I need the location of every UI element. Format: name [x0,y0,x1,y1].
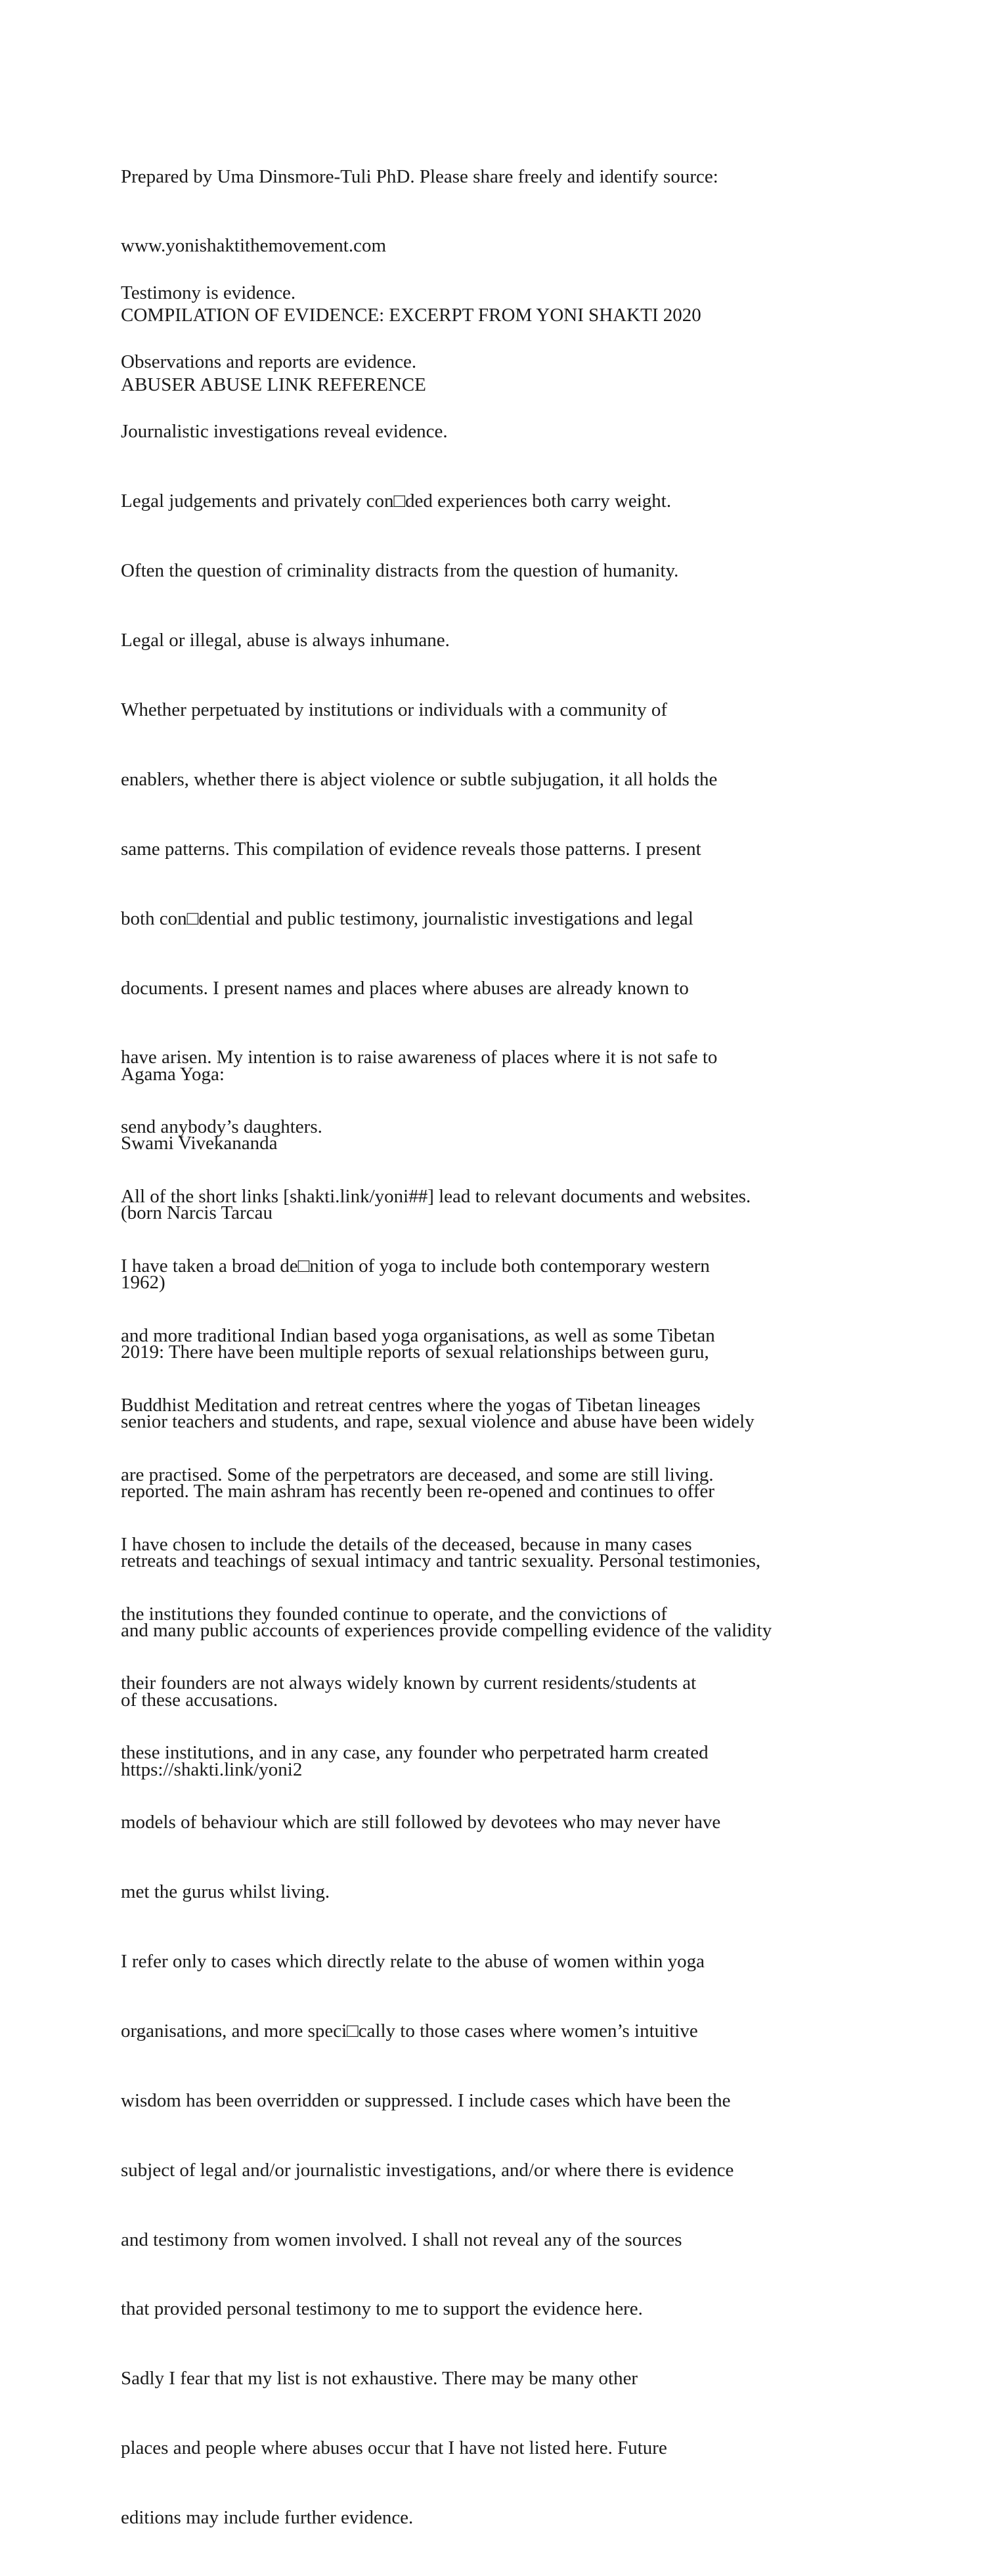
intro-line: Testimony is evidence. [121,282,296,303]
intro-line: Observations and reports are evidence. [121,351,417,373]
intro-line: I refer only to cases which directly relate to the abuse of women within yoga [121,1950,705,1972]
intro-line: Buddhist Meditation and retreat centres where the yogas of Tibetan lineages [121,1394,701,1416]
intro-line: Legal judgements and privately con□ded experiences both carry weight. [121,491,672,512]
intro-line: same patterns. This compilation of evidence reveals those patterns. I present [121,838,701,860]
intro-line: models of behaviour which are still followed by devotees who may never have [121,1812,721,1833]
intro-line: I have chosen to include the details of the deceased, because in many cases [121,1533,692,1555]
header-line: Prepared by Uma Dinsmore-Tuli PhD. Please share freely and identify source: [121,165,718,187]
intro-line: wisdom has been overridden or suppressed. I include cases which have been the [121,2089,731,2111]
intro-line: both con□dential and public testimony, journalistic investigations and legal [121,907,693,929]
entry-description-line: retreats and teachings of sexual intimacy and tantric sexuality. Personal testimonies, [121,1550,761,1571]
intro-line: their founders are not always widely known by current residents/students at [121,1672,697,1694]
intro-line: All of the short links [shakti.link/yoni##] lead to relevant documents and websites. [121,1186,751,1208]
intro-line: that provided personal testimony to me to support the evidence here. [121,2298,643,2320]
intro-line: are practised. Some of the perpetrators are deceased, and some are still living. [121,1464,714,1485]
agama-yoga-entry [121,1016,772,1827]
source-url-link[interactable]: www.yonishaktithemovement.com [121,235,387,257]
intro-line: met the gurus whilst living. [121,1881,330,1903]
document-title: COMPILATION OF EVIDENCE: EXCERPT FROM YONI SHAKTI 2020 [121,305,701,326]
entry-birth-year: 1962) [121,1272,165,1294]
intro-line: I have taken a broad de□nition of yoga to include both contemporary western [121,1255,710,1277]
entry-description-line: senior teachers and students, and rape, sexual violence and abuse have been widely [121,1411,755,1433]
intro-line: these institutions, and in any case, any founder who perpetrated harm created [121,1742,709,1764]
intro-line: send anybody’s daughters. [121,1116,322,1138]
intro-line: the institutions they founded continue to operate, and the convictions of [121,1603,667,1625]
intro-line: places and people where abuses occur that I have not listed here. Future [121,2437,667,2459]
intro-line: organisations, and more speci□cally to those cases where women’s intuitive [121,2020,698,2041]
document-subtitle: ABUSER ABUSE LINK REFERENCE [121,374,426,396]
intro-line: documents. I present names and places where abuses are already known to [121,977,689,999]
intro-line: have arisen. My intention is to raise awareness of places where it is not safe to [121,1047,718,1068]
entry-description-line: reported. The main ashram has recently been re-opened and continues to offer [121,1480,715,1502]
entry-reference-link[interactable]: https://shakti.link/yoni2 [121,1758,303,1780]
entry-description-line: 2019: There have been multiple reports of sexual relationships between guru, [121,1342,709,1363]
entry-person-name: Swami Vivekananda [121,1133,278,1154]
intro-line: Journalistic investigations reveal evidence. [121,421,448,443]
intro-line: Sadly I fear that my list is not exhaustive. There may be many other [121,2368,638,2390]
intro-line: and more traditional Indian based yoga organisations, as well as some Tibetan [121,1324,715,1346]
intro-line: and testimony from women involved. I shall not reveal any of the sources [121,2229,682,2250]
intro-line: editions may include further evidence. [121,2507,414,2529]
entry-description-line: of these accusations. [121,1689,278,1711]
intro-line: Often the question of criminality distracts from the question of humanity. [121,560,679,582]
intro-line: subject of legal and/or journalistic investigations, and/or where there is evidence [121,2159,734,2181]
entry-birth-name: (born Narcis Tarcau [121,1202,273,1224]
intro-line: Legal or illegal, abuse is always inhumane. [121,630,450,651]
intro-line: enablers, whether there is abject violence or subtle subjugation, it all holds the [121,768,718,790]
entry-organisation: Agama Yoga: [121,1063,225,1085]
entry-description-line: and many public accounts of experiences provide compelling evidence of the validity [121,1619,772,1641]
intro-line: Whether perpetuated by institutions or individuals with a community of [121,699,667,720]
